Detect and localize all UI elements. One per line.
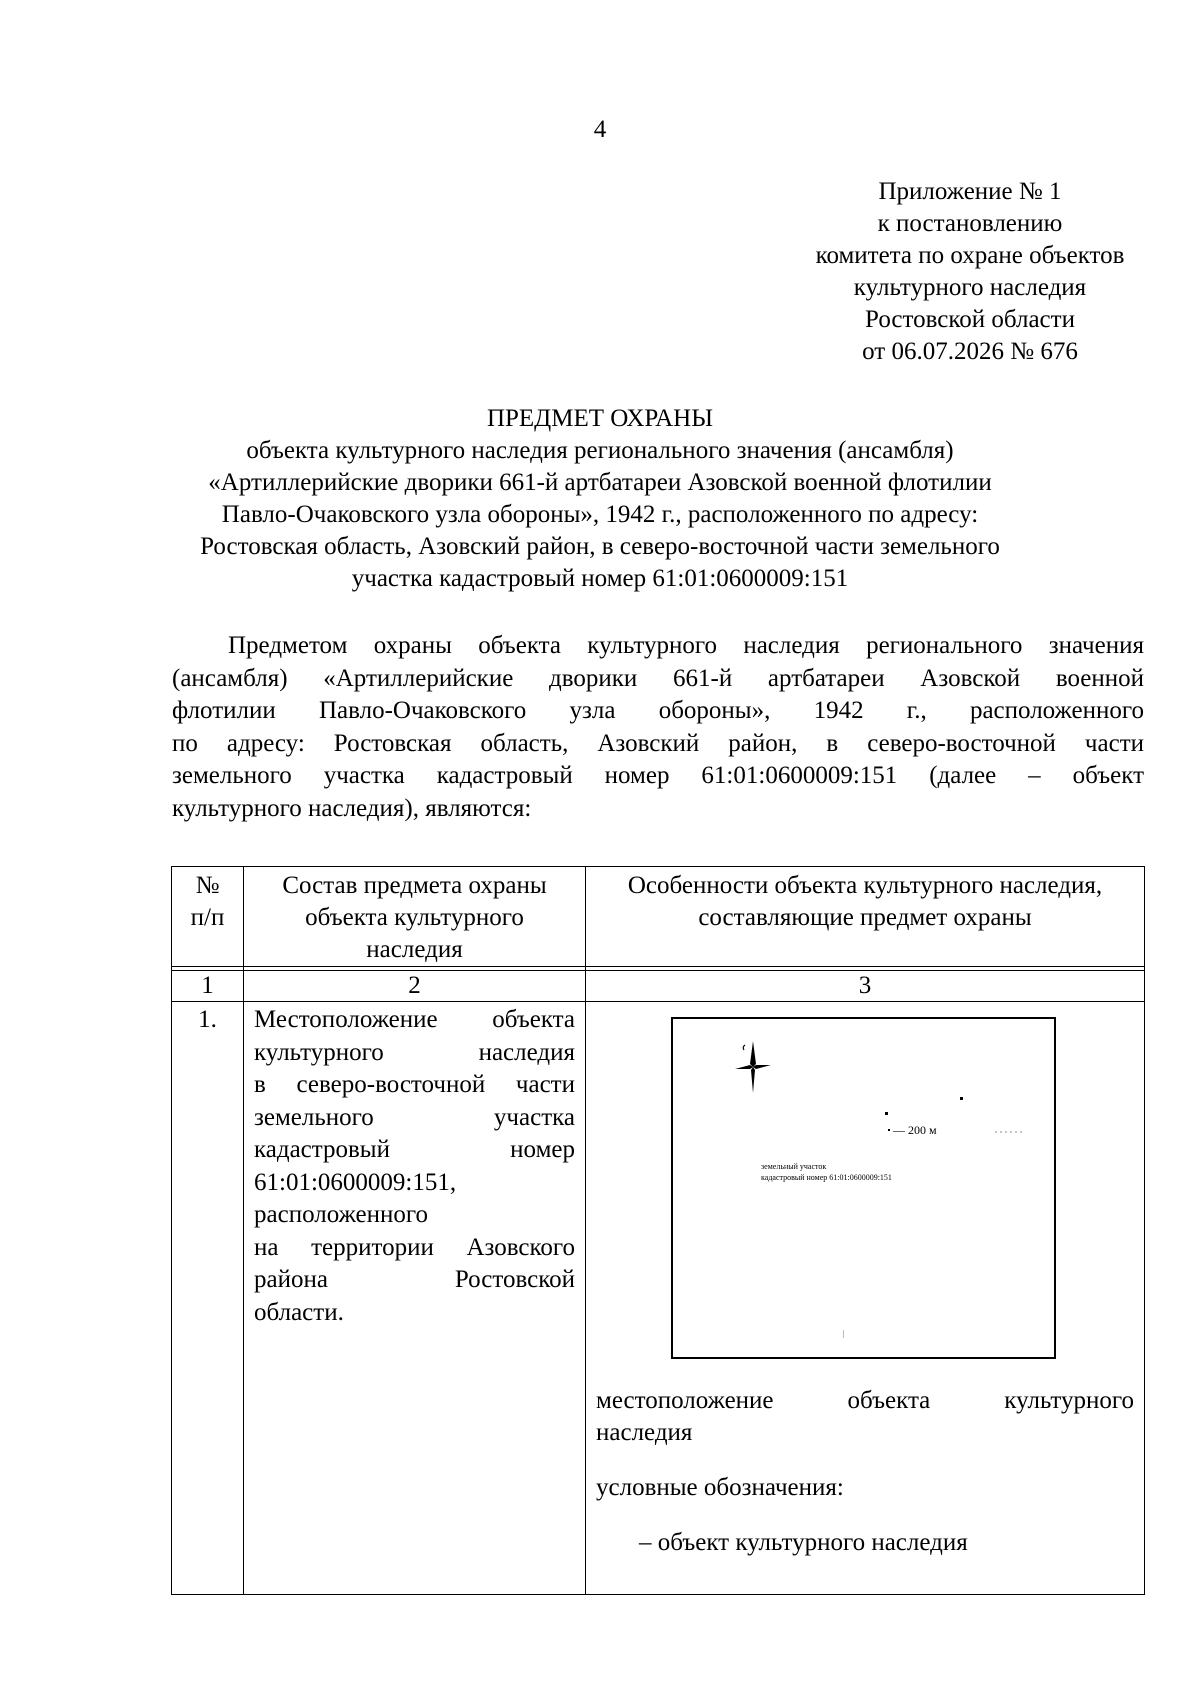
title-line: Ростовская область, Азовский район, в северо-восточной части земельного xyxy=(200,533,1000,560)
composition-line: расположенного xyxy=(254,1201,429,1228)
protection-subject-table xyxy=(171,866,1145,1595)
column-number-row xyxy=(172,971,1145,1002)
appendix-line: к постановлению xyxy=(877,210,1063,237)
map-graphic xyxy=(673,1019,1054,1357)
title-line: «Артиллерийские дворики 661-й артбатареи Азовской военной флотилии xyxy=(208,469,992,496)
title-line: участка кадастровый номер 61:01:0600009:151 xyxy=(351,565,849,592)
appendix-line: комитета по охране объектов xyxy=(815,242,1125,269)
intro-line: по адресу: Ростовская область, Азовский район, в северо-восточной части xyxy=(172,729,1144,757)
caption-line: наследия xyxy=(596,1419,693,1446)
appendix-line: от 06.07.2026 № 676 xyxy=(862,338,1078,365)
north-arrow-icon xyxy=(735,1041,771,1093)
intro-line: культурного наследия), являются: xyxy=(172,794,532,822)
row-number: 1. xyxy=(172,1002,244,1595)
row-composition xyxy=(244,1002,586,1595)
map-scale-label: — 200 м xyxy=(893,1123,937,1137)
legend-title: условные обозначения: xyxy=(596,1474,844,1501)
intro-paragraph xyxy=(172,630,1144,825)
table-row xyxy=(172,1002,1145,1595)
appendix-block xyxy=(740,176,1200,368)
title-line: объекта культурного наследия регионального значения (ансамбля) xyxy=(246,437,954,464)
column-number: 3 xyxy=(586,971,1145,1002)
composition-line: культурного наследия xyxy=(254,1038,575,1066)
composition-line: района Ростовской xyxy=(254,1266,575,1293)
composition-line: Местоположение объекта xyxy=(254,1006,575,1033)
composition-line: земельного участка xyxy=(254,1103,575,1131)
row-features xyxy=(586,1002,1145,1595)
composition-line: в северо-восточной части xyxy=(254,1071,575,1098)
title-line: Павло-Очаковского узла обороны», 1942 г., расположенного по адресу: xyxy=(221,501,979,528)
map-caption xyxy=(586,1385,1144,1449)
intro-line: (ансамбля) «Артиллерийские дворики 661-й артбатареи Азовской военной xyxy=(172,664,1144,692)
document-title xyxy=(100,403,1100,595)
appendix-line: Ростовской области xyxy=(865,306,1075,333)
intro-line: флотилии Павло-Очаковского узла обороны», 1942 г., расположенного xyxy=(172,697,1144,724)
caption-line: местоположение объекта культурного xyxy=(596,1387,1134,1414)
header-composition: Состав предмета охраны объекта культурного наследия xyxy=(244,867,586,967)
map-plot-label: земельный участок xyxy=(761,1162,827,1171)
appendix-line: культурного наследия xyxy=(853,274,1087,301)
location-map xyxy=(671,1017,1056,1359)
header-number: № п/п xyxy=(172,867,244,967)
appendix-line: Приложение № 1 xyxy=(878,178,1062,205)
composition-line: на территории Азовского xyxy=(254,1233,575,1261)
composition-line: кадастровый номер xyxy=(254,1136,575,1163)
legend-item: – объект культурного наследия xyxy=(639,1529,968,1556)
title-heading: ПРЕДМЕТ ОХРАНЫ xyxy=(486,405,714,432)
intro-line: Предметом охраны объекта культурного наследия регионального значения xyxy=(228,632,1144,659)
column-number: 2 xyxy=(244,971,586,1002)
map-plot-cadastral-label: кадастровый номер 61:01:0600009:151 xyxy=(761,1173,892,1182)
table-header-row xyxy=(172,867,1145,967)
column-number: 1 xyxy=(172,971,244,1002)
intro-line: земельного участка кадастровый номер 61:01:0600009:151 (далее – объект xyxy=(172,762,1144,789)
page-number: 4 xyxy=(593,116,607,143)
composition-line: области. xyxy=(254,1298,344,1326)
header-features: Особенности объекта культурного наследия, составляющие предмет охраны xyxy=(586,867,1145,967)
composition-line: 61:01:0600009:151, xyxy=(254,1168,457,1196)
